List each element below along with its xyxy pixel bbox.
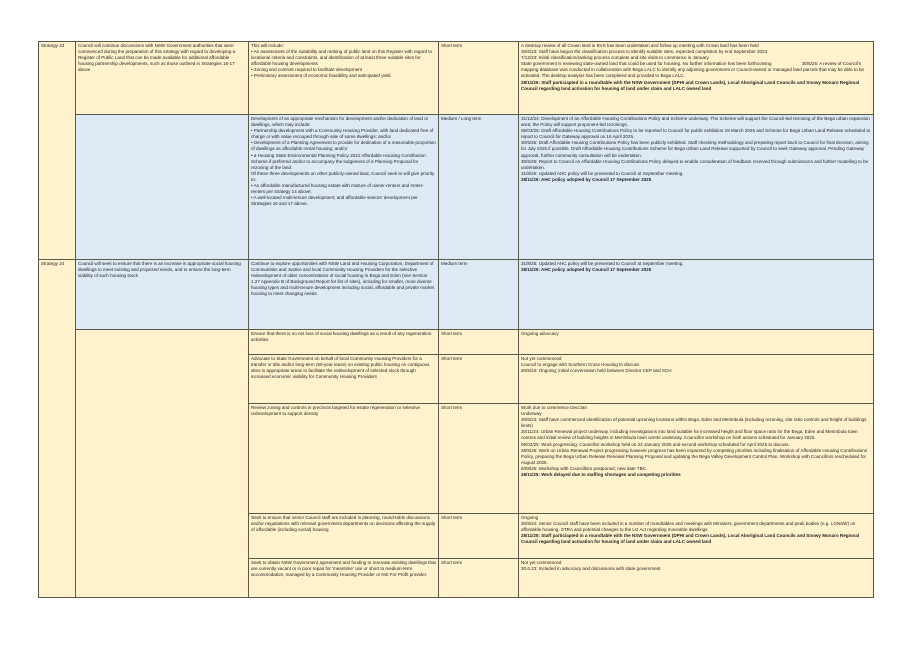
strategy-description-cell — [76, 260, 249, 330]
action-cell — [249, 42, 439, 115]
action-cell — [249, 404, 439, 514]
status-cell — [519, 42, 874, 115]
status-line: Not yet commenced — [521, 356, 562, 361]
strategy-description-cell — [76, 42, 249, 115]
timeframe: Short term — [441, 405, 463, 410]
action-line: This will include: — [251, 43, 285, 48]
timeframe-cell — [439, 559, 519, 598]
table-row — [39, 42, 874, 115]
status-line: Ongoing — [521, 515, 539, 520]
action-line: Seek to ensure that senior Council staff are included in planning, round-table discussions and/or negotiations with relevant government departments on decisions affecting the supply of affordable (including social) housing — [251, 515, 436, 533]
status-line: Not yet commenced — [521, 560, 562, 565]
strategy-id-cell — [39, 260, 76, 598]
action-line: Continue to explore opportunities with NSW Land and Housing Corporation, Department of Communities and Justice and local Community Housing Providers for the selective redevelopment of older concentrations of social housing in Bega and Eden (see Section 1.27 Appendix B of Background Report for list of sites), including for smaller, more diverse housing types and multi-tenure development including social, affordable and private market housing to meet changing needs — [251, 261, 435, 297]
status-line: 30.6.23: Included in advocacy and discussions with state government — [521, 566, 661, 572]
status-line: 30/6/23: Staff have commenced identification of potential upzoning locations within Bega, Eden and Merimbula (including rezoning, site ratio controls and height of buildings limits) — [521, 417, 867, 429]
status-cell — [519, 330, 874, 355]
action-cell — [249, 330, 439, 355]
status-update-bold: 28/11/25: AHC policy adopted by Council 17 September 2025 — [521, 176, 652, 182]
status-update-bold: 28/11/25: Work delayed due to staffing shortages and competing priorities — [521, 472, 681, 478]
timeframe-cell — [439, 355, 519, 404]
status-update-bold: 28/11/25: Staff particiapted in a roundtable with the NSW Government (DPHI and Crown Lands), Local Aboriginal Land Councils and Snowy Monaro Regional Council regarding land activation for housing of land under claim and LALC owned land — [521, 533, 860, 545]
status-line: 30/6/23: Ongoing; initial conversation held between Director CEP and SCH — [521, 368, 672, 374]
timeframe-cell — [439, 260, 519, 330]
status-cell — [519, 514, 874, 559]
action-line: Review zoning and controls in precincts targeted for estate regeneration or selective redevelopment to support density — [251, 405, 421, 417]
status-line: 06/03/25: Work progressing, Councillor workshop held on 22 January 2025 and second workshop scheduled for April 2025 to discuss. — [521, 441, 790, 447]
timeframe: Medium term — [441, 261, 468, 266]
strategy-description-cell — [76, 115, 249, 260]
timeframe-cell — [439, 115, 519, 260]
action-line: Seek to obtain NSW Government agreement and funding to renovate existing dwellings that are currently vacant or in poor repair for 'meantime' use or short to medium-term accommodation, managed by a Community Housing Provider or Not For Profit provider. — [251, 560, 436, 578]
status-line: 31/12/24: Development of an Affordable Housing Contributions Policy and Scheme underway. The Scheme will support the Council-led rezoning of the Bega urban expansion area; the Policy will support proponent-led rezonings. — [521, 116, 870, 128]
status-line: 30/5/25: A review of Council's mapping database was conducted in collaboration with Bega LALC to identify any adjoining government or Council-owned or managed land parcels that may be able to be activated. The desktop analysis has been completed and provided to Bega LALC. — [521, 61, 864, 79]
status-line: 31/8/25: Updated AHC policy will be presented to Council at September meeting. — [521, 261, 684, 266]
action-line: Advocate to State Government on behalf of local Community Housing Providers for a transfer or title and/or long-term (50-year lease) on existing public housing on contiguous sites in appropriate areas to facilitate the redevelopment of selected stock through increased economic viability for Community Housing Providers — [251, 356, 430, 380]
table-row — [39, 330, 874, 355]
timeframe-cell — [439, 404, 519, 514]
timeframe: Medium / Long term — [441, 116, 482, 121]
action-line: • Development of a Planning Agreement to provide for dedication of a reasonable proportion of dwellings as affordable rental housing; and/or — [251, 140, 436, 152]
table-row — [39, 260, 874, 330]
strategy-description-cell — [76, 330, 249, 598]
action-line: Of these three developments on other publicly-owned land, Council seek to will give priority to: — [251, 170, 435, 182]
action-cell — [249, 260, 439, 330]
strategy-id: Strategy 24 — [41, 261, 65, 266]
action-line: Development of an appropriate mechanism for development and/or dedication of land or dwellings, which may include: — [251, 116, 429, 128]
status-line: A desktop review of all Crown land in BVS has been undertaken and follow up meeting with Crown land has been held — [521, 43, 759, 48]
action-line: • Partnership development with a Community Housing Provider, with land dedicated free of charge or with value recouped through sale of some dwellings; and/or — [251, 128, 434, 140]
status-line: 28/5/25: Work on Urban Renewal Project progressing however progress has been impacted by competing priorities including finalisation of Affordable Housing Contributions Policy, preparing the Bega Urban Release Renewal Planning Proposal and updating the Bega Valley Development Control Plan. Workshop with Councillors rescheduled for August 2025. — [521, 447, 868, 465]
action-cell — [249, 355, 439, 404]
strategy-id-cell — [39, 42, 76, 260]
table-row — [39, 115, 874, 260]
strategy-action-table — [38, 41, 874, 598]
status-cell — [519, 559, 874, 598]
action-cell — [249, 115, 439, 260]
status-cell — [519, 404, 874, 514]
action-cell — [249, 514, 439, 559]
status-line: 30/5/25: Draft Affordable Housing Contributions Policy has been publicly exhibited. Staff checking methodology and preparing report back to Council for final decision, aiming for July 2025 if possible. Draft Affordable Housing Contributions Scheme for Bega Urban Land Release supported by Council to seek Gateway approval. Pending Gateway approval, further community consultation will be undertaken. — [521, 140, 869, 158]
action-line: • An affordable manufactured housing estate with mixture of owner-renters and renter-renters per strategy 14 above; — [251, 183, 424, 195]
status-line: State government is reviewing state-owned land that could be used for housing. No further information has been forthcoming — [521, 61, 772, 67]
action-line: • Preliminary assessment of economic feasibility and anticipated yield — [251, 73, 391, 79]
action-line: • a Housing State Environmental Planning Policy 2021 Affordable Housing Contribution Scheme if preferred and/or to accompany the lodgement of a Planning Proposal for rezoning of the land. — [251, 152, 426, 170]
action-line: • A well-located multi-tenure development; and affordable seniors' development per Strategies 16 and 17 above. — [251, 195, 418, 207]
timeframe: Short term — [441, 356, 463, 361]
status-line: 30/6/24: Senior Council staff have been included in a number of roundtables and meetings with Ministers, government departments and peak bodies (e.g. LGNSW) on affordable housing, STRA and potential changes to the LG Act regarding moveable dwellings — [521, 521, 856, 533]
strategy-description: Council will continue discussions with NSW Government authorities that were commenced during the preparation of this strategy with regard to developing a Register of Public Land that can be made available for additional affordable housing partnership developments, such as those outlined in Strategies 15-17 above — [78, 43, 236, 73]
status-line: 8/08/25: Workshop with Councillors postponed, new date TBC. — [521, 465, 648, 471]
status-cell — [519, 260, 874, 330]
timeframe: Short term — [441, 331, 463, 336]
timeframe: Short term — [441, 560, 463, 565]
status-line: Work due to commence Dec/Jan — [521, 405, 587, 410]
timeframe-cell — [439, 330, 519, 355]
action-cell — [249, 559, 439, 598]
status-line: 31/8/25: Updated AHC policy will be presented to Council at September meeting. — [521, 170, 684, 176]
status-cell — [519, 115, 874, 260]
timeframe-cell — [439, 514, 519, 559]
status-line: 06/03/25: Draft Affordable Housing Contributions Policy to be reported to Council for public exhibition 19 March 2025 and Scheme for Bega Urban Land Release scheduled to report to Council for Gateway approval on 16 April 2025. — [521, 128, 871, 140]
status-line: 30/6/23: Staff have begun the classification process to identify suitable sites, expected completion by end September 2023 — [521, 49, 768, 55]
status-update-bold: 28/11/25: Staff particiapted in a roundtable with the NSW Government (DPHI and Crown Lands), Local Aboriginal Land Councils and Snowy Monaro Regional Council regarding land activation for housing of land under claim and LALC owned land — [521, 79, 860, 91]
action-line: • Zoning and controls required to facilitate development — [251, 67, 363, 73]
timeframe-cell — [439, 42, 519, 115]
action-line: Ensure that there is no net loss of social housing dwellings as a result of any regeneration activities — [251, 331, 432, 343]
status-line: Underway — [521, 411, 542, 417]
status-line: 30/6/25: Report to Council on Affordable Housing Contributions Policy delayed to enable consideration of feedback received through submissions and further modelling to be undertaken. — [521, 158, 869, 170]
strategy-id: Strategy 23 — [41, 43, 65, 48]
action-line: • An assessment of the suitability and ranking of public land on this Register with regard to locational criteria and constraints, and identification of at least three suitable sites for affordable housing developments — [251, 49, 433, 67]
status-line: 7/12/23: Initial classification/ranking process complete and site visits to commence in January — [521, 55, 709, 61]
status-update-bold: 28/11/25: AHC policy adopted by Council 17 September 2025 — [521, 267, 652, 273]
timeframe: Short term — [441, 515, 463, 520]
strategy-description: Council will seek to ensure that there is an increase in appropriate social housing dwellings to meet existing and projected needs, and to ensure the long-term viability of such housing stock — [78, 261, 241, 279]
status-line: 30/11/24: Urban Renewal project underway, including investigations into land suitable for increased height and floor space ratio for the Bega, Eden and Merimbula town centres and initial review of building heights in Merimbula town centre underway. Councillor workshop on both actions scheduled for January 2025. — [521, 429, 858, 441]
status-cell — [519, 355, 874, 404]
status-line: Council to engage with Southern Cross Housing to discuss — [521, 362, 640, 368]
timeframe: Short term — [441, 43, 463, 48]
status-line: Ongoing advocacy — [521, 331, 559, 336]
